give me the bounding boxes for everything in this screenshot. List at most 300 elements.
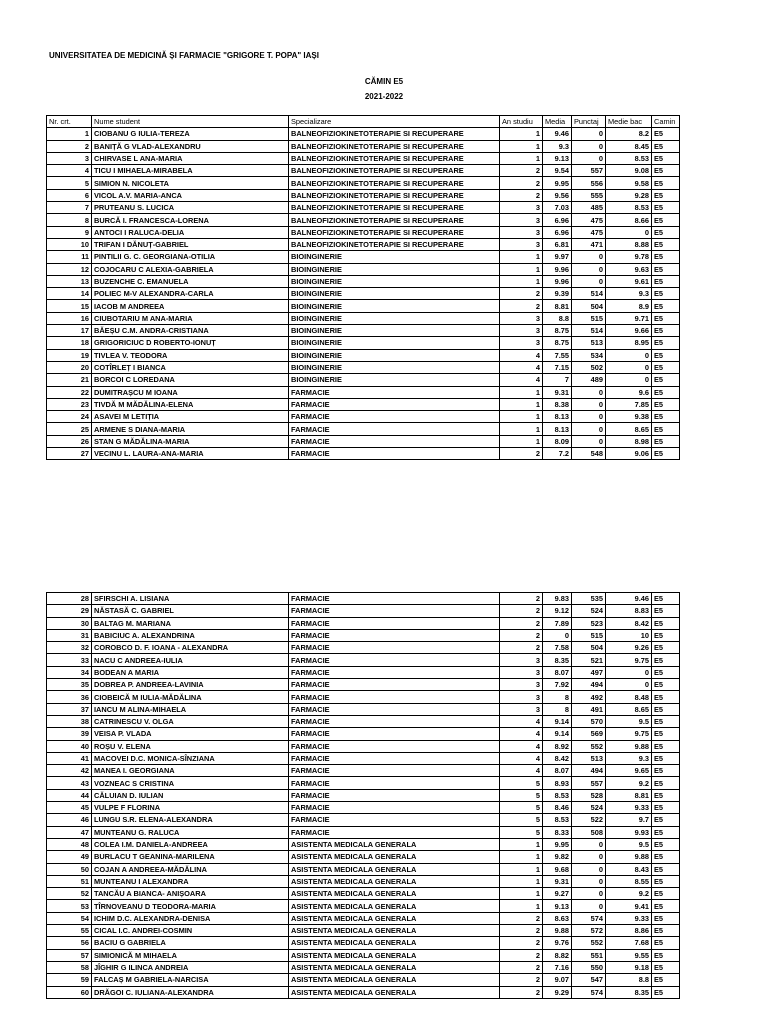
cell-nr: 25 xyxy=(47,423,92,435)
cell-average: 7.89 xyxy=(543,617,572,629)
cell-dorm: E5 xyxy=(652,263,680,275)
cell-score: 550 xyxy=(572,961,606,973)
cell-bac: 9.88 xyxy=(606,740,652,752)
cell-average: 8.38 xyxy=(543,398,572,410)
cell-bac: 9.08 xyxy=(606,165,652,177)
table-row xyxy=(47,288,680,300)
cell-name: BABICIUC A. ALEXANDRINA xyxy=(92,629,289,641)
cell-bac: 8.98 xyxy=(606,435,652,447)
cell-specialization: FARMACIE xyxy=(289,814,500,826)
table-row xyxy=(47,617,680,629)
cell-year: 5 xyxy=(500,826,543,838)
cell-dorm: E5 xyxy=(652,128,680,140)
cell-nr: 12 xyxy=(47,263,92,275)
cell-nr: 36 xyxy=(47,691,92,703)
cell-dorm: E5 xyxy=(652,448,680,460)
table-row xyxy=(47,789,680,801)
cell-nr: 46 xyxy=(47,814,92,826)
cell-bac: 8.86 xyxy=(606,925,652,937)
cell-name: MANEA I. GEORGIANA xyxy=(92,765,289,777)
cell-score: 0 xyxy=(572,838,606,850)
col-header-year: An studiu xyxy=(500,116,543,128)
cell-name: NĂSTASĂ C. GABRIEL xyxy=(92,605,289,617)
cell-nr: 32 xyxy=(47,642,92,654)
table-row xyxy=(47,802,680,814)
cell-nr: 34 xyxy=(47,666,92,678)
cell-year: 2 xyxy=(500,165,543,177)
cell-specialization: FARMACIE xyxy=(289,593,500,605)
cell-year: 1 xyxy=(500,435,543,447)
cell-bac: 0 xyxy=(606,374,652,386)
cell-dorm: E5 xyxy=(652,949,680,961)
academic-year: 2021-2022 xyxy=(364,92,404,101)
cell-average: 8 xyxy=(543,691,572,703)
cell-name: STAN G MĂDĂLINA-MARIA xyxy=(92,435,289,447)
cell-average: 9.14 xyxy=(543,728,572,740)
table-row xyxy=(47,448,680,460)
cell-score: 557 xyxy=(572,777,606,789)
cell-bac: 9.58 xyxy=(606,177,652,189)
cell-nr: 15 xyxy=(47,300,92,312)
cell-nr: 59 xyxy=(47,974,92,986)
cell-specialization: FARMACIE xyxy=(289,605,500,617)
cell-year: 2 xyxy=(500,177,543,189)
table-row xyxy=(47,777,680,789)
cell-bac: 8.66 xyxy=(606,214,652,226)
cell-name: VEISA P. VLADA xyxy=(92,728,289,740)
cell-name: CATRINESCU V. OLGA xyxy=(92,715,289,727)
cell-year: 4 xyxy=(500,349,543,361)
cell-bac: 9.71 xyxy=(606,312,652,324)
cell-score: 574 xyxy=(572,986,606,998)
cell-score: 0 xyxy=(572,888,606,900)
cell-average: 9.39 xyxy=(543,288,572,300)
cell-bac: 8.53 xyxy=(606,202,652,214)
table-row xyxy=(47,740,680,752)
table-row xyxy=(47,177,680,189)
cell-bac: 9.78 xyxy=(606,251,652,263)
cell-average: 7 xyxy=(543,374,572,386)
cell-dorm: E5 xyxy=(652,875,680,887)
cell-score: 556 xyxy=(572,177,606,189)
cell-name: TIVDĂ M MĂDĂLINA-ELENA xyxy=(92,398,289,410)
cell-score: 0 xyxy=(572,423,606,435)
cell-name: POLIEC M-V ALEXANDRA-CARLA xyxy=(92,288,289,300)
cell-bac: 9.93 xyxy=(606,826,652,838)
cell-bac: 8.45 xyxy=(606,140,652,152)
cell-dorm: E5 xyxy=(652,851,680,863)
cell-average: 9.95 xyxy=(543,838,572,850)
cell-score: 492 xyxy=(572,691,606,703)
cell-score: 513 xyxy=(572,752,606,764)
cell-nr: 56 xyxy=(47,937,92,949)
col-header-dorm: Camin xyxy=(652,116,680,128)
cell-score: 0 xyxy=(572,275,606,287)
cell-dorm: E5 xyxy=(652,986,680,998)
cell-dorm: E5 xyxy=(652,838,680,850)
cell-specialization: BALNEOFIZIOKINETOTERAPIE SI RECUPERARE xyxy=(289,128,500,140)
cell-specialization: FARMACIE xyxy=(289,666,500,678)
cell-average: 9.14 xyxy=(543,715,572,727)
cell-nr: 55 xyxy=(47,925,92,937)
cell-average: 8.33 xyxy=(543,826,572,838)
cell-score: 524 xyxy=(572,802,606,814)
cell-average: 6.81 xyxy=(543,238,572,250)
cell-year: 2 xyxy=(500,986,543,998)
cell-bac: 9.18 xyxy=(606,961,652,973)
cell-bac: 9.5 xyxy=(606,715,652,727)
cell-score: 534 xyxy=(572,349,606,361)
cell-score: 569 xyxy=(572,728,606,740)
cell-year: 4 xyxy=(500,752,543,764)
cell-specialization: BIOINGINERIE xyxy=(289,288,500,300)
cell-specialization: FARMACIE xyxy=(289,679,500,691)
cell-specialization: BIOINGINERIE xyxy=(289,275,500,287)
cell-name: MUNTEANU G. RALUCA xyxy=(92,826,289,838)
cell-dorm: E5 xyxy=(652,863,680,875)
cell-score: 535 xyxy=(572,593,606,605)
cell-nr: 47 xyxy=(47,826,92,838)
cell-dorm: E5 xyxy=(652,251,680,263)
cell-bac: 8.65 xyxy=(606,423,652,435)
cell-name: ROȘU V. ELENA xyxy=(92,740,289,752)
cell-score: 552 xyxy=(572,937,606,949)
cell-specialization: BALNEOFIZIOKINETOTERAPIE SI RECUPERARE xyxy=(289,189,500,201)
table-row xyxy=(47,263,680,275)
cell-nr: 1 xyxy=(47,128,92,140)
table-row xyxy=(47,826,680,838)
cell-name: TANCĂU A BIANCA- ANIȘOARA xyxy=(92,888,289,900)
cell-dorm: E5 xyxy=(652,361,680,373)
cell-name: BALTAG M. MARIANA xyxy=(92,617,289,629)
cell-bac: 0 xyxy=(606,226,652,238)
cell-specialization: FARMACIE xyxy=(289,435,500,447)
cell-bac: 8.48 xyxy=(606,691,652,703)
cell-bac: 9.75 xyxy=(606,654,652,666)
cell-nr: 48 xyxy=(47,838,92,850)
cell-name: COJAN A ANDREEA-MĂDĂLINA xyxy=(92,863,289,875)
cell-specialization: FARMACIE xyxy=(289,386,500,398)
cell-nr: 27 xyxy=(47,448,92,460)
cell-bac: 9.75 xyxy=(606,728,652,740)
cell-nr: 29 xyxy=(47,605,92,617)
cell-specialization: FARMACIE xyxy=(289,740,500,752)
cell-specialization: BIOINGINERIE xyxy=(289,263,500,275)
cell-year: 1 xyxy=(500,851,543,863)
cell-specialization: BALNEOFIZIOKINETOTERAPIE SI RECUPERARE xyxy=(289,238,500,250)
table-row xyxy=(47,900,680,912)
cell-name: TRIFAN I DĂNUȚ-GABRIEL xyxy=(92,238,289,250)
cell-year: 4 xyxy=(500,765,543,777)
cell-score: 528 xyxy=(572,789,606,801)
cell-bac: 7.85 xyxy=(606,398,652,410)
cell-score: 0 xyxy=(572,851,606,863)
cell-name: ARMENE S DIANA-MARIA xyxy=(92,423,289,435)
cell-dorm: E5 xyxy=(652,703,680,715)
cell-name: VOZNEAC S CRISTINA xyxy=(92,777,289,789)
university-name: UNIVERSITATEA DE MEDICINĂ ȘI FARMACIE "GRIGORE T. POPA" IAȘI xyxy=(49,51,319,60)
cell-nr: 35 xyxy=(47,679,92,691)
cell-score: 0 xyxy=(572,863,606,875)
cell-score: 574 xyxy=(572,912,606,924)
cell-average: 9.12 xyxy=(543,605,572,617)
cell-dorm: E5 xyxy=(652,752,680,764)
cell-average: 9.96 xyxy=(543,275,572,287)
cell-nr: 45 xyxy=(47,802,92,814)
cell-year: 3 xyxy=(500,691,543,703)
cell-specialization: ASISTENTA MEDICALA GENERALA xyxy=(289,888,500,900)
cell-nr: 18 xyxy=(47,337,92,349)
cell-year: 1 xyxy=(500,152,543,164)
table-row xyxy=(47,411,680,423)
cell-name: BURLACU T GEANINA-MARILENA xyxy=(92,851,289,863)
cell-name: BANIȚĂ G VLAD-ALEXANDRU xyxy=(92,140,289,152)
cell-score: 471 xyxy=(572,238,606,250)
table-row xyxy=(47,715,680,727)
cell-average: 8.63 xyxy=(543,912,572,924)
cell-score: 524 xyxy=(572,605,606,617)
cell-specialization: FARMACIE xyxy=(289,703,500,715)
cell-specialization: BALNEOFIZIOKINETOTERAPIE SI RECUPERARE xyxy=(289,152,500,164)
cell-name: COTÎRLEȚ I BIANCA xyxy=(92,361,289,373)
cell-nr: 51 xyxy=(47,875,92,887)
cell-year: 2 xyxy=(500,961,543,973)
cell-name: CIOBANU G IULIA-TEREZA xyxy=(92,128,289,140)
cell-specialization: FARMACIE xyxy=(289,765,500,777)
cell-bac: 8.65 xyxy=(606,703,652,715)
table-row xyxy=(47,679,680,691)
cell-name: BODEAN A MARIA xyxy=(92,666,289,678)
cell-dorm: E5 xyxy=(652,925,680,937)
cell-year: 1 xyxy=(500,128,543,140)
cell-dorm: E5 xyxy=(652,912,680,924)
cell-year: 1 xyxy=(500,251,543,263)
table-row xyxy=(47,593,680,605)
cell-dorm: E5 xyxy=(652,374,680,386)
table-row xyxy=(47,189,680,201)
cell-specialization: ASISTENTA MEDICALA GENERALA xyxy=(289,961,500,973)
cell-name: MUNTEANU I ALEXANDRA xyxy=(92,875,289,887)
cell-dorm: E5 xyxy=(652,629,680,641)
cell-specialization: BIOINGINERIE xyxy=(289,251,500,263)
cell-score: 0 xyxy=(572,152,606,164)
cell-average: 7.03 xyxy=(543,202,572,214)
cell-nr: 24 xyxy=(47,411,92,423)
cell-score: 0 xyxy=(572,900,606,912)
cell-dorm: E5 xyxy=(652,789,680,801)
cell-bac: 9.33 xyxy=(606,802,652,814)
cell-average: 9.95 xyxy=(543,177,572,189)
cell-nr: 39 xyxy=(47,728,92,740)
cell-specialization: FARMACIE xyxy=(289,802,500,814)
cell-specialization: ASISTENTA MEDICALA GENERALA xyxy=(289,949,500,961)
cell-nr: 52 xyxy=(47,888,92,900)
cell-year: 3 xyxy=(500,679,543,691)
cell-bac: 9.61 xyxy=(606,275,652,287)
cell-nr: 40 xyxy=(47,740,92,752)
cell-average: 9.97 xyxy=(543,251,572,263)
cell-average: 8.82 xyxy=(543,949,572,961)
cell-score: 515 xyxy=(572,312,606,324)
col-header-specialization: Specializare xyxy=(289,116,500,128)
col-header-name: Nume student xyxy=(92,116,289,128)
table-row xyxy=(47,337,680,349)
cell-bac: 8.83 xyxy=(606,605,652,617)
cell-specialization: FARMACIE xyxy=(289,654,500,666)
table-row xyxy=(47,949,680,961)
table-row xyxy=(47,398,680,410)
cell-specialization: BIOINGINERIE xyxy=(289,374,500,386)
cell-score: 508 xyxy=(572,826,606,838)
cell-bac: 9.55 xyxy=(606,949,652,961)
cell-dorm: E5 xyxy=(652,435,680,447)
cell-year: 1 xyxy=(500,423,543,435)
cell-dorm: E5 xyxy=(652,152,680,164)
col-header-nr: Nr. crt. xyxy=(47,116,92,128)
cell-year: 1 xyxy=(500,875,543,887)
cell-score: 0 xyxy=(572,128,606,140)
cell-bac: 9.7 xyxy=(606,814,652,826)
cell-dorm: E5 xyxy=(652,337,680,349)
cell-score: 515 xyxy=(572,629,606,641)
cell-bac: 8.81 xyxy=(606,789,652,801)
cell-nr: 9 xyxy=(47,226,92,238)
cell-bac: 9.3 xyxy=(606,752,652,764)
cell-year: 1 xyxy=(500,275,543,287)
cell-name: CICAL I.C. ANDREI-COSMIN xyxy=(92,925,289,937)
cell-score: 551 xyxy=(572,949,606,961)
cell-nr: 31 xyxy=(47,629,92,641)
table-row xyxy=(47,374,680,386)
cell-score: 502 xyxy=(572,361,606,373)
cell-specialization: ASISTENTA MEDICALA GENERALA xyxy=(289,838,500,850)
cell-bac: 8.88 xyxy=(606,238,652,250)
cell-score: 522 xyxy=(572,814,606,826)
cell-name: CĂLUIAN D. IULIAN xyxy=(92,789,289,801)
cell-bac: 8.55 xyxy=(606,875,652,887)
cell-specialization: FARMACIE xyxy=(289,398,500,410)
cell-dorm: E5 xyxy=(652,642,680,654)
cell-year: 3 xyxy=(500,666,543,678)
cell-year: 3 xyxy=(500,312,543,324)
table-row xyxy=(47,666,680,678)
cell-specialization: BALNEOFIZIOKINETOTERAPIE SI RECUPERARE xyxy=(289,165,500,177)
cell-score: 475 xyxy=(572,214,606,226)
table-row xyxy=(47,691,680,703)
cell-year: 3 xyxy=(500,654,543,666)
cell-dorm: E5 xyxy=(652,654,680,666)
col-header-score: Punctaj xyxy=(572,116,606,128)
cell-nr: 5 xyxy=(47,177,92,189)
cell-name: IACOB M ANDREEA xyxy=(92,300,289,312)
cell-dorm: E5 xyxy=(652,349,680,361)
cell-specialization: ASISTENTA MEDICALA GENERALA xyxy=(289,937,500,949)
students-table-page1 xyxy=(46,115,680,460)
cell-score: 557 xyxy=(572,165,606,177)
cell-year: 1 xyxy=(500,900,543,912)
table-row xyxy=(47,361,680,373)
cell-score: 513 xyxy=(572,337,606,349)
cell-score: 489 xyxy=(572,374,606,386)
table-row xyxy=(47,275,680,287)
cell-year: 2 xyxy=(500,912,543,924)
table-row xyxy=(47,925,680,937)
cell-nr: 3 xyxy=(47,152,92,164)
cell-nr: 50 xyxy=(47,863,92,875)
cell-score: 555 xyxy=(572,189,606,201)
cell-average: 9.27 xyxy=(543,888,572,900)
cell-year: 1 xyxy=(500,140,543,152)
cell-score: 0 xyxy=(572,411,606,423)
table-row xyxy=(47,300,680,312)
cell-average: 8.53 xyxy=(543,789,572,801)
cell-nr: 17 xyxy=(47,325,92,337)
cell-nr: 13 xyxy=(47,275,92,287)
col-header-bac: Medie bac xyxy=(606,116,652,128)
cell-specialization: FARMACIE xyxy=(289,423,500,435)
cell-year: 2 xyxy=(500,642,543,654)
cell-nr: 41 xyxy=(47,752,92,764)
table-row xyxy=(47,728,680,740)
cell-nr: 38 xyxy=(47,715,92,727)
cell-bac: 8.8 xyxy=(606,974,652,986)
cell-year: 3 xyxy=(500,202,543,214)
cell-nr: 6 xyxy=(47,189,92,201)
table-row xyxy=(47,349,680,361)
cell-average: 9.68 xyxy=(543,863,572,875)
cell-dorm: E5 xyxy=(652,288,680,300)
cell-specialization: FARMACIE xyxy=(289,691,500,703)
cell-nr: 19 xyxy=(47,349,92,361)
cell-dorm: E5 xyxy=(652,777,680,789)
cell-bac: 9.5 xyxy=(606,838,652,850)
cell-dorm: E5 xyxy=(652,238,680,250)
cell-year: 2 xyxy=(500,593,543,605)
cell-dorm: E5 xyxy=(652,140,680,152)
cell-specialization: FARMACIE xyxy=(289,617,500,629)
cell-bac: 9.66 xyxy=(606,325,652,337)
table-row xyxy=(47,986,680,998)
cell-dorm: E5 xyxy=(652,325,680,337)
cell-specialization: FARMACIE xyxy=(289,789,500,801)
cell-name: BĂEȘU C.M. ANDRA-CRISTIANA xyxy=(92,325,289,337)
cell-dorm: E5 xyxy=(652,826,680,838)
cell-specialization: ASISTENTA MEDICALA GENERALA xyxy=(289,900,500,912)
cell-bac: 8.2 xyxy=(606,128,652,140)
cell-nr: 4 xyxy=(47,165,92,177)
cell-name: TÎRNOVEANU D TEODORA-MARIA xyxy=(92,900,289,912)
cell-year: 4 xyxy=(500,740,543,752)
cell-year: 2 xyxy=(500,605,543,617)
cell-nr: 57 xyxy=(47,949,92,961)
cell-specialization: ASISTENTA MEDICALA GENERALA xyxy=(289,863,500,875)
cell-year: 4 xyxy=(500,361,543,373)
cell-average: 8.75 xyxy=(543,325,572,337)
cell-year: 2 xyxy=(500,949,543,961)
cell-specialization: BIOINGINERIE xyxy=(289,325,500,337)
dorm-title: CĂMIN E5 xyxy=(364,77,404,86)
cell-year: 1 xyxy=(500,398,543,410)
cell-bac: 9.26 xyxy=(606,642,652,654)
cell-year: 4 xyxy=(500,374,543,386)
cell-specialization: FARMACIE xyxy=(289,728,500,740)
cell-year: 2 xyxy=(500,448,543,460)
cell-nr: 26 xyxy=(47,435,92,447)
cell-nr: 20 xyxy=(47,361,92,373)
table-row xyxy=(47,140,680,152)
cell-year: 2 xyxy=(500,925,543,937)
cell-year: 2 xyxy=(500,974,543,986)
